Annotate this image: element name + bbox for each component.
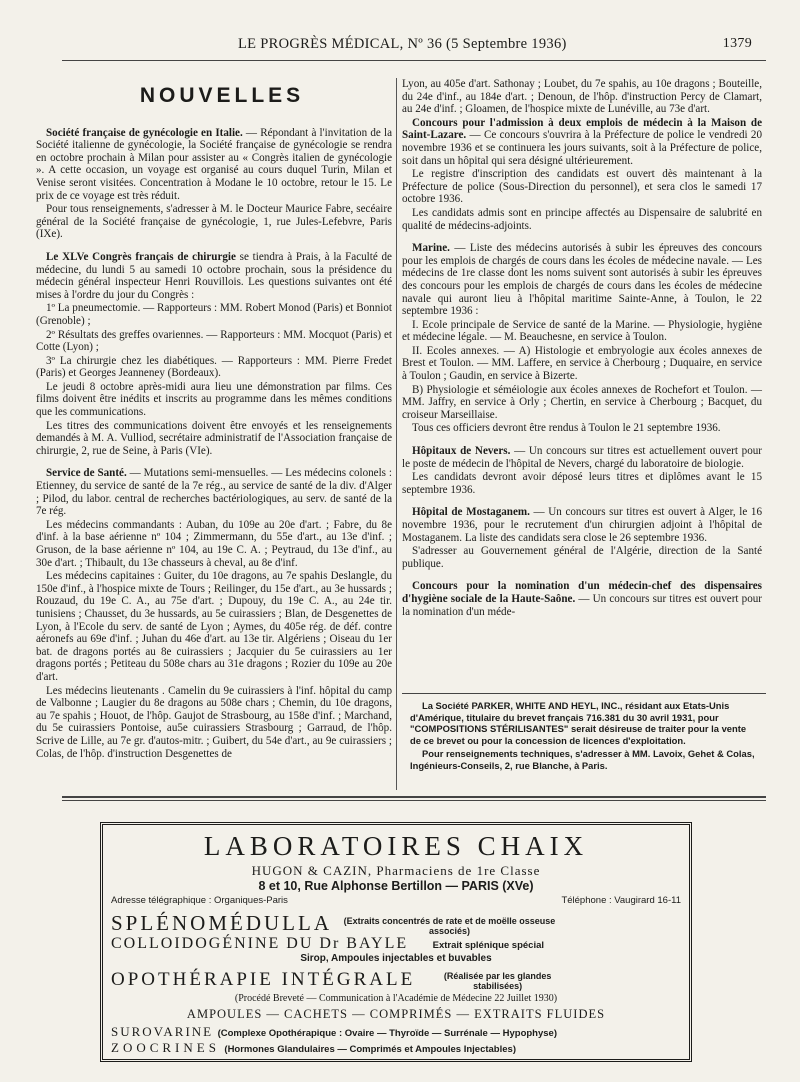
left-column: [36, 78, 392, 761]
ad-product-opotherapie: OPOTHÉRAPIE INTÉGRALE (Réalisée par les glandes stabilisées): [111, 969, 552, 991]
article-mostaganem: Hôpital de Mostaganem. — Un concours sur titres est ouvert à Alger, le 16 novembre 1936, pour le recrutement d'un chirurgien adjoint à l'hôpital de Mostaganem. La liste des candidats sera close le 26 septembre 1936. S'adresser au Gouvernement général de l'Algérie, direction de la Santé publique.: [402, 506, 762, 570]
ad-forms-2: AMPOULES — CACHETS — COMPRIMÉS — EXTRAITS FLUIDES: [186, 1007, 606, 1021]
article-congres-chirurgie: Le XLVe Congrès français de chirurgie se tiendra à Prais, à la Faculté de médecine, du lundi 5 au samedi 10 octobre prochain, sous la présidence du médecin général inspecteur Henri Rouvillois. Les questions suivantes ont été mises à l'ordre du jour du Congrès : 1º La pneumectomie. — Rapporteurs : MM. Robert Monod (Paris) et Bonniot (Grenoble) ; 2º Résultats des greffes ovariennes. — Rapporteurs : MM. Mocquot (Paris) et Cotte (Lyon) ; 3º La chirurgie chez les diabétiques. — Rapporteurs : MM. Pierre Fredet (Paris) et Georges Jeanneney (Bordeaux). Le jeudi 8 octobre après-midi aura lieu une démonstration par films. Ces films doivent être inédits et inscrits au programme dans les mêmes conditions que les communications. Les titres des communications doivent être envoyés et les renseignements demandés à M. A. Vulliod, secrétaire administratif de l'Association française de chirurgie, 2, rue de Seine, à Paris (VIe).: [36, 250, 392, 457]
article-heading: Hôpital de Mostaganem.: [412, 506, 530, 519]
article-saint-lazare: Concours pour l'admission à deux emplois de médecin à la Maison de Saint-Lazare. — Ce concours s'ouvrira à la Préfecture de police le vendredi 20 novembre 1936 et se continuera les jours suivants, soit à la Préfecture de police, soit dans un hôpital qui sera désigné ultérieurement. Le registre d'inscription des candidats est ouvert dès maintenant à la Préfecture de police (Sous-Direction du personnel), et sera clos le samedi 17 octobre 1936. Les candidats admis sont en principe affectés au Dispensaire de salubrité en qualité de médecins-adjoints.: [402, 116, 762, 232]
ad-address: 8 et 10, Rue Alphonse Bertillon — PARIS (XVe): [258, 879, 534, 893]
article-haute-saone: Concours pour la nomination d'un médecin-chef des dispensaires d'hygiène sociale de la Haute-Saône. — Un concours sur titres est ouvert pour la nomination d'un méde-: [402, 580, 762, 618]
patent-notice: La Société PARKER, WHITE AND HEYL, INC., résidant aux Etats-Unis d'Amérique, titulaire du brevet français 716.381 du 30 avril 1931, pour "COMPOSITIONS STÉRILISANTES" serait désireuse de traiter pour la vente de ce brevet ou pour la concession de licences d'exploitation. Pour renseignements techniques, s'adresser à MM. Lavoix, Gehet & Colas, Ingénieurs-Conseils, 2, rue Blanche, à Paris.: [410, 700, 755, 771]
ad-patent: (Procédé Breveté — Communication à l'Académie de Médecine 22 Juillet 1930): [234, 993, 558, 1004]
article-heading: Concours pour l'admission à deux emplois de médecin à la Maison de Saint-Lazare.: [402, 116, 762, 142]
article-nevers: Hôpitaux de Nevers. — Un concours sur titres est actuellement ouvert pour le poste de médecin de l'hôpital de Nevers, chargé du laboratoire de biologie. Les candidats devront avoir déposé leurs titres et diplômes avant le 15 septembre 1936.: [402, 445, 762, 496]
header-rule: [62, 60, 766, 61]
notice-rule-top: [402, 693, 766, 694]
article-heading: Service de Santé.: [46, 467, 127, 480]
advertisement-laboratoires-chaix: [100, 822, 692, 1062]
ad-forms-1: Sirop, Ampoules injectables et buvables: [300, 953, 492, 964]
ad-phone: Téléphone : Vaugirard 16-11: [561, 895, 681, 906]
page-rule: [62, 796, 766, 798]
ad-subtitle: HUGON & CAZIN, Pharmaciens de 1re Classe: [251, 863, 541, 878]
article-heading: Le XLVe Congrès français de chirurgie: [46, 250, 236, 263]
column-divider: [396, 78, 397, 790]
running-header: [60, 36, 752, 58]
section-title: NOUVELLES: [139, 84, 305, 107]
right-column: Lyon, au 405e d'art. Sathonay ; Loubet, du 7e spahis, au 10e dragons ; Bouteille, du 24e d'inf., au 184e d'art. ; Denoun, de l'hôp. d'instruction Percy de Clamart, au 24e d'inf. ; Gloamen, de l'hospice mixte de Lunéville, au 73e d'art. Concours pour l'admission à deux emplois de médecin à la Maison de Saint-Lazare. — Ce concours s'ouvrira à la Préfecture de police le vendredi 20 novembre 1936 et se continuera les jours suivants, soit à la Préfecture de police, soit dans un hôpital qui sera désigné ultérieurement. Le registre d'inscription des candidats est ouvert dès maintenant à la Préfecture de police (Sous-Direction du personnel), et sera clos le samedi 17 octobre 1936. Les candidats admis sont en principe affectés au Dispensaire de salubrité en qualité de médecins-adjoints. Marine. — Liste des médecins autorisés à subir les épreuves des concours pour les emplois de chargés de cours dans les écoles de médecine navale. — Les médecins de 1re classe dont les noms suivent sont autorisés à subir les épreuves des concours pour les emplois de chargés de cours dans les écoles de médecine navale qui auront lieu à l'hôpital maritime Sainte-Anne, à Toulon, le 22 septembre 1936 : I. Ecole principale de Service de santé de la Marine. — Physiologie, hygiène et médecine légale. — M. Beauchesne, en service à Toulon. II. Ecoles annexes. — A) Histologie et embryologie aux écoles annexes de Brest et Toulon. — MM. Laffere, en service à Cherbourg ; Duquaire, en service à Toulon ; Gaudin, en service à Bizerte. B) Physiologie et séméiologie aux écoles annexes de Rochefort et Toulon. — MM. Jaffry, en service à Orly ; Chertin, en service à Cherbourg ; Bacquet, du croiseur Marseillaise. Tous ces officiers devront être rendus à Toulon le 21 septembre 1936. Hôpitaux de Nevers. — Un concours sur titres est actuellement ouvert pour le poste de médecin de l'hôpital de Nevers, chargé du laboratoire de biologie. Les candidats devront avoir déposé leurs titres et diplômes avant le 15 septembre 1936. Hôpital de Mostaganem. — Un concours sur titres est ouvert à Alger, le 16 novembre 1936, pour le recrutement d'un chirurgien adjoint à l'hôpital de Mostaganem. La liste des candidats sera close le 26 septembre 1936. S'adresser au Gouvernement général de l'Algérie, direction de la Santé publique. Concours pour la nomination d'un médecin-chef des dispensaires d'hygiène sociale de la Haute-Saône. — Un concours sur titres est ouvert pour la nomination d'un méde-: [402, 78, 762, 618]
article-heading: Société française de gynécologie en Italie.: [46, 126, 243, 139]
ad-product-splenomedulla: SPLÉNOMÉDULLA (Extraits concentrés de rate et de moëlle osseuse associés): [111, 911, 556, 936]
ad-telegraph: Adresse télégraphique : Organiques-Paris: [111, 895, 288, 906]
article-service-sante: Service de Santé. — Mutations semi-mensuelles. — Les médecins colonels : Etienney, du service de santé de la 7e rég., au service de santé de la div. d'Alger ; Pilod, du labor. central de recherches bactériologiques, au serv. de santé de la 7e rég. Les médecins commandants : Auban, du 109e au 20e d'art. ; Fabre, du 8e d'inf. à la base aérienne nº 104 ; Zimmermann, du 55e d'art., au 13e d'inf. ; Gruson, de la base aérienne nº 104, au 19e C. A. ; Peytraud, du 13e d'inf., au 30e d'art. ; Thibault, du 13e chasseurs à cheval, au 8e d'inf. Les médecins capitaines : Guiter, du 10e dragons, au 7e spahis Deslangle, du 150e d'inf., à l'hospice mixte de Tours ; Reilinger, du 15e d'art., au 3e hussards ; Rouzaud, du 19e C. A., au 75e d'art. ; Dupouy, du 19e C. A., au 24e tir. tunisiens ; Chausset, du 3e hussards, au 5e cuirassiers ; Blan, de Desgenettes de Lyon, à l'Ecole du serv. de santé de Lyon ; Aymes, du 405e rég. de déf. contre aéronefs au 69e d'inf. ; Juhan du 46e d'art. au 13e tir. Algériens ; Oiseau du 1er bat. de dragons portés au 8e cuirassiers ; Jacquier du 5e cuirassiers au 1er dragons portés ; Petiteau du 508e chars au 31e dragons ; Rozier du 109e au 20e d'art. Les médecins lieutenants . Camelin du 9e cuirassiers à l'inf. hôpital du camp de Valbonne ; Laugier du 8e dragons au 508e chars ; Chemin, du 10e dragons, au 7e spahis ; Houot, de l'hôp. Gaujot de Strasbourg, au 158e d'inf. ; Marchand, du 5e cuirassiers Pontoise, au5e cuirassiers Strasbourg ; Garraud, de l'hôp. Scrive de Lille, au 7e gr. d'autos-mitr. ; Guibert, du 54e d'art., au 9e cuirassiers ; Colas, de l'hôp. d'instruction Desgenettes de: [36, 467, 393, 760]
ad-product-surovarine: SUROVARINE (Complexe Opothérapique : Ovaire — Thyroïde — Surrénale — Hypophyse): [111, 1024, 557, 1039]
ad-product-zoocrines: ZOOCRINES (Hormones Glandulaires — Comprimés et Ampoules Injectables): [111, 1040, 516, 1055]
article-heading: Hôpitaux de Nevers.: [412, 445, 511, 458]
ad-title: LABORATOIRES CHAIX: [203, 831, 589, 861]
article-marine: Marine. — Liste des médecins autorisés à subir les épreuves des concours pour les emplois de chargés de cours dans les écoles de médecine navale. — Les médecins de 1re classe dont les noms suivent sont autorisés à subir les épreuves des concours pour les emplois de chargés de cours dans les écoles de médecine navale qui auront lieu à l'hôpital maritime Sainte-Anne, à Toulon, le 22 septembre 1936 : I. Ecole principale de Service de santé de la Marine. — Physiologie, hygiène et médecine légale. — M. Beauchesne, en service à Toulon. II. Ecoles annexes. — A) Histologie et embryologie aux écoles annexes de Brest et Toulon. — MM. Laffere, en service à Cherbourg ; Duquaire, en service à Toulon ; Gaudin, en service à Bizerte. B) Physiologie et séméiologie aux écoles annexes de Rochefort et Toulon. — MM. Jaffry, en service à Orly ; Chertin, en service à Cherbourg ; Bacquet, du croiseur Marseillaise. Tous ces officiers devront être rendus à Toulon le 21 septembre 1936.: [402, 242, 762, 435]
article-heading: Concours pour la nomination d'un médecin-chef des dispensaires d'hygiène sociale de la Haute-Saône.: [402, 580, 762, 605]
page-number: 1379: [722, 36, 752, 51]
page-rule-thin: [62, 800, 766, 801]
ad-product-colloidogenine: COLLOIDOGÉNINE DU Dr BAYLE Extrait splénique spécial: [111, 935, 545, 952]
journal-title: LE PROGRÈS MÉDICAL, Nº 36 (5 Septembre 1936): [238, 36, 567, 52]
article-heading: Marine.: [412, 242, 450, 255]
article-gynecologie: Société française de gynécologie en Italie. — Répondant à l'invitation de la Société italienne de gynécologie, la Société française de gynécologie se rendra en octobre prochain à Milan pour assister au « Congrès italien de gynécologie ». A cette occasion, un voyage est organisé au cours duquel Turin, Milan et Venise seront visitées. Concentration à Modane le 10 octobre, retour le 15. Le prix de ce voyage est très réduit. Pour tous renseignements, s'adresser à M. le Docteur Maurice Fabre, secéaire général de la Société française de gynécologie, 1, rue Jules-Lefebvre, Paris (IXe).: [36, 126, 392, 241]
